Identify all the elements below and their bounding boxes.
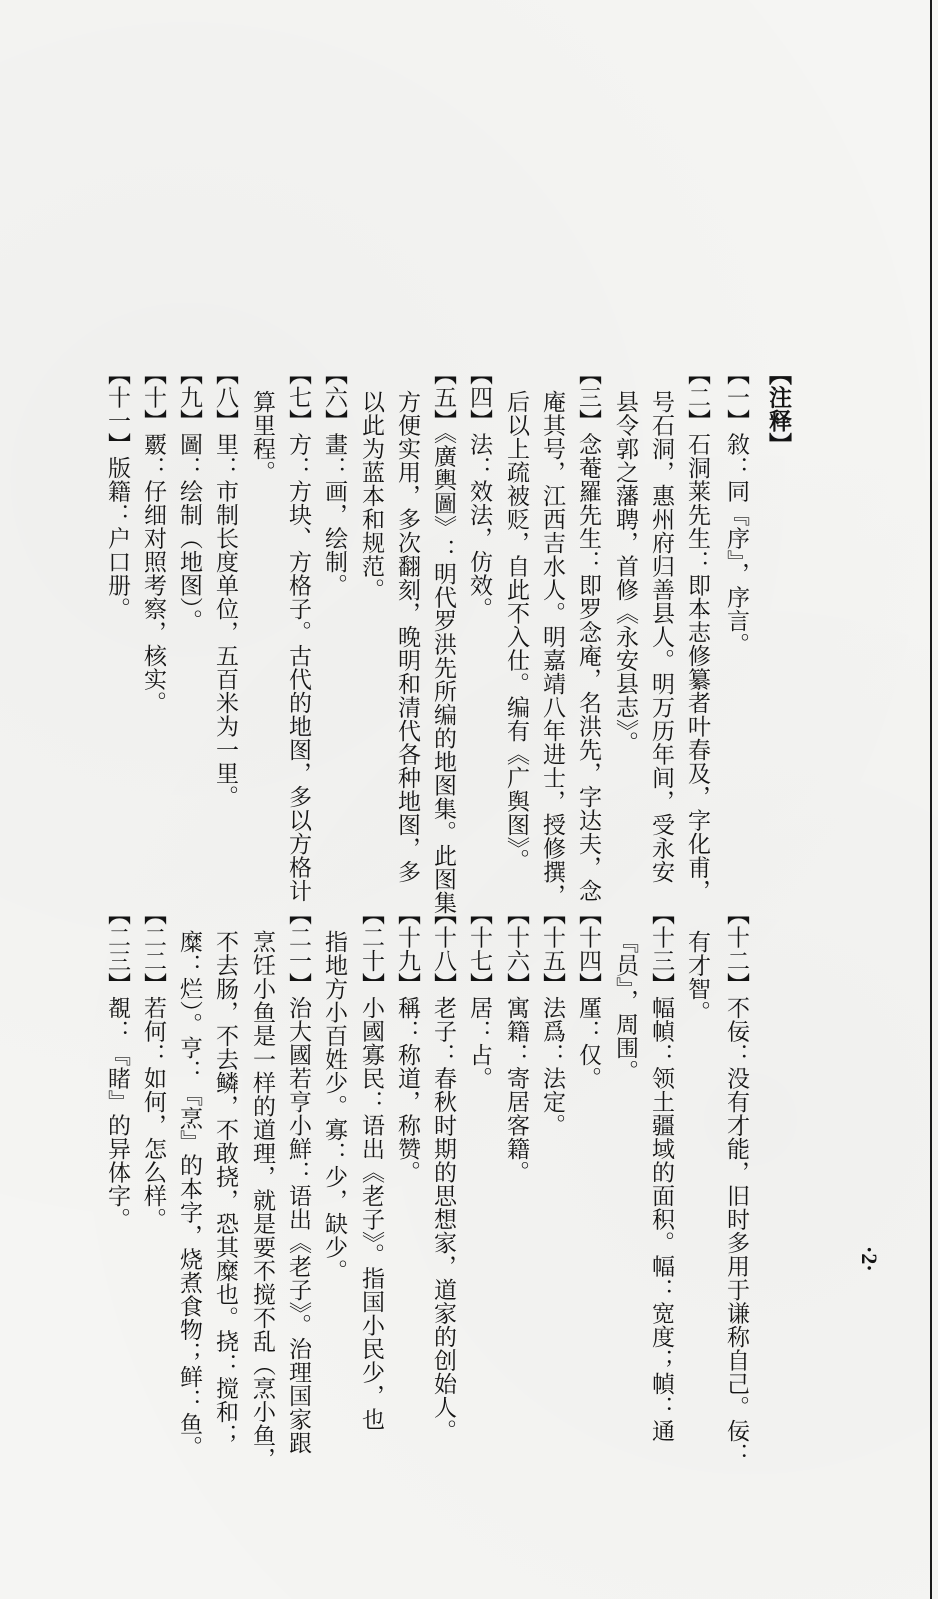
note-line: 【九】圖：绘制（地图）。 [176,362,202,633]
note-line: 【六】畫：画，绘制。 [321,362,347,597]
note-line: 县令郭之藩聘，首修《永安县志》。 [612,390,638,755]
note-line: 后以上疏被贬，自此不入仕。编有《广舆图》。 [503,390,529,872]
note-line: 【十五】法爲：法定。 [539,902,565,1137]
note-line: 【二二】若何：如何，怎么样。 [140,902,166,1231]
note-line: 糜：烂）。亨：『烹』的本字，烧煮食物；鲜：鱼。 [176,930,202,1459]
note-line: 算里程。 [249,390,275,484]
annotations-heading: 【注释】 [765,362,792,456]
scan-edge-line [930,0,932,1599]
note-line: 【十九】稱：称道，称赞。 [394,902,420,1184]
note-line: 【五】《廣輿圖》：明代罗洪先所编的地图集。此图集 [430,362,456,915]
page-number: ·2· [857,1246,882,1272]
note-line: 【十八】老子：春秋时期的思想家，道家的创始人。 [430,902,456,1443]
note-line: 【二三】覩：『睹』的异体字。 [104,902,130,1231]
note-line: 【一】敘：同『序』，序言。 [723,362,749,656]
note-line: 【二】石洞莱先生：即本志修纂者叶春及，字化甫， [684,362,710,903]
note-line: 以此为蓝本和规范。 [358,390,384,602]
note-line: 【十一】版籍：户口册。 [104,362,130,621]
note-line: 【二十】小國寡民：语出《老子》。指国小民少，也 [358,902,384,1431]
note-line: 『员』，周围。 [612,930,638,1083]
note-line: 方便实用，多次翻刻，晚明和清代各种地图，多 [394,390,420,884]
note-line: 【四】法：效法，仿效。 [466,362,492,621]
note-line: 【八】里：市制长度单位，五百米为一里。 [212,362,238,809]
note-line: 不去肠，不去鳞，不敢挠，恐其糜也。挠：搅和； [212,930,238,1447]
note-line: 【十七】居：占。 [466,902,492,1090]
note-line: 【十六】寓籍：寄居客籍。 [503,902,529,1184]
note-line: 【三】念菴羅先生：即罗念庵，名洪先，字达夫，念 [575,362,601,903]
note-line: 烹饪小鱼是一样的道理，就是要不搅不乱（烹小鱼， [249,930,275,1471]
note-line: 【十四】厪：仅。 [575,902,601,1090]
note-line: 【十三】幅幀：领土疆域的面积。幅：宽度；幀：通 [648,902,674,1443]
note-line: 庵其号，江西吉水人。明嘉靖八年进士，授修撰， [539,390,565,907]
note-line: 【七】方：方块、方格子。古代的地图，多以方格计 [285,362,311,903]
note-line: 有才智。 [684,930,710,1024]
note-line: 【十】覈：仔细对照考察，核实。 [140,362,166,715]
note-line: 指地方小百姓少。寡：少，缺少。 [321,930,347,1283]
note-line: 【十二】不佞：没有才能，旧时多用于谦称自己。佞： [723,902,749,1466]
note-line: 【二一】治大國若亨小鮮：语出《老子》。治理国家跟 [285,902,311,1455]
note-line: 号石洞，惠州府归善县人。明万历年间，受永安 [648,390,674,884]
